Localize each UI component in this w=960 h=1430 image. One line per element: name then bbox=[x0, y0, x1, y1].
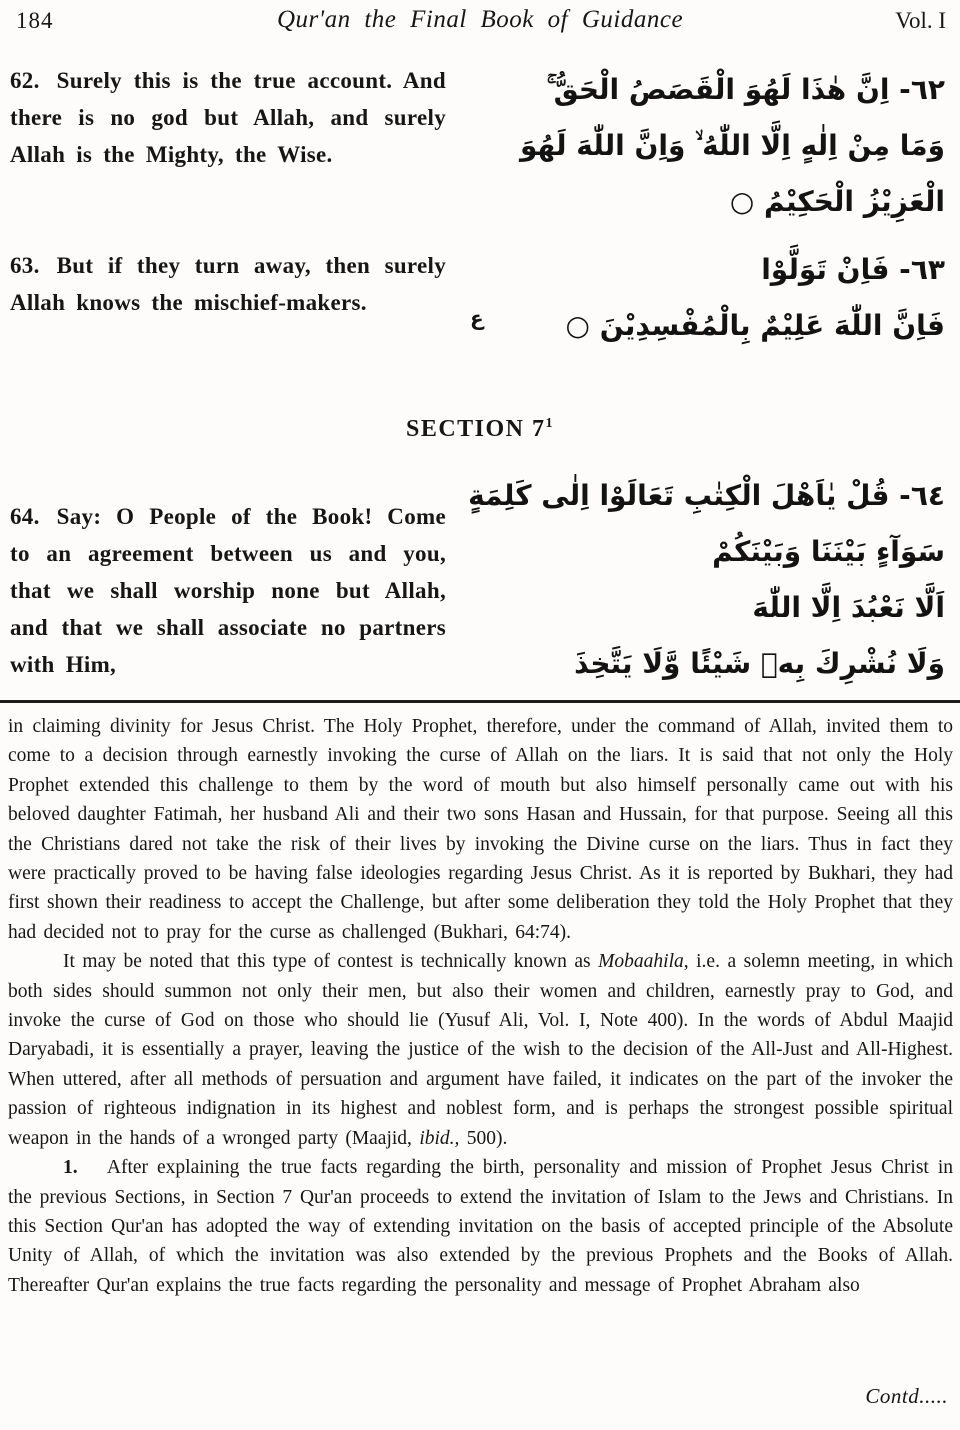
footnote-paragraph: 1. After explaining the true facts regarding the birth, personality and mission of Prophet Jesus Christ in the previous Sections, in Section 7 Qur'an proceeds to extend the invitation of Islam to the Jews and Christians. In this Section Qur'an has adopted the way of extending invitation on the basis of accepted principle of the Absolute Unity of Allah, of which the invitation was also extended by the previous Prophets and the Books of Allah. Thereafter Qur'an explains the true facts regarding the personality and message of Prophet Abraham also bbox=[8, 1157, 953, 1296]
volume-label: Vol. I bbox=[895, 8, 946, 33]
continued-label: Contd..... bbox=[865, 1384, 948, 1408]
arabic-line-text: فَاِنَّ اللّٰهَ عَلِيْمٌ بِالْمُفْسِدِيْنَ ○ bbox=[565, 309, 945, 342]
page-header bbox=[0, 6, 960, 46]
arabic-line: ٦٢- اِنَّ هٰذَا لَهُوَ الْقَصَصُ الْحَقُّ ۚ bbox=[546, 73, 945, 106]
arabic-line: ٦٤- قُلْ يٰاَهْلَ الْكِتٰبِ تَعَالَوْا اِلٰى كَلِمَةٍ bbox=[468, 479, 945, 512]
ruku-marker: ع bbox=[470, 306, 484, 330]
arabic-line: سَوَآءٍ بَيْنَنَا وَبَيْنَكُمْ bbox=[712, 535, 945, 568]
footnote-paragraph: in claiming divinity for Jesus Christ. The Holy Prophet, therefore, under the command of Allah, invited them to come to a decision through earnestly invoking the curse of Allah on the liars. It is said that not only the Holy Prophet extended this challenge to them by the word of mouth but also himself personally came out with his beloved daughter Fatimah, her husband Ali and their two sons Hasan and Hussain, for that purpose. Seeing all this the Christians dared not take the risk of their lives by invoking the Divine curse on the liars. Thus in fact they were practically proved to be having false ideologies regarding Jesus Christ. As it is reported by Bukhari, they had first shown their readiness to accept the Challenge, but after some deliberation they told the Holy Prophet that they had decided not to pray for the curse as challenged (Bukhari, 64:74). bbox=[8, 716, 953, 943]
verse-63-english bbox=[10, 247, 446, 321]
footnote-paragraph: It may be noted that this type of contest is technically known as Mobaahila, i.e. a solemn meeting, in which both sides should summon not only their men, but also their women and children, earnestly pray to God, and invoke the curse of God on those who should lie (Yusuf Ali, Vol. I, Note 400). In the words of Abdul Maajid Daryabadi, it is essentially a prayer, leaving the justice of the wish to the decision of the All-Just and All-Highest. When uttered, after all methods of persuation and argument have failed, it indicates on the part of the invoker the passion of righteous indignation in its highest and noblest form, and is perhaps the strongest possible spiritual weapon in the hands of a wronged party (Maajid, ibid., 500). bbox=[8, 951, 953, 1149]
footnotes-section bbox=[8, 712, 953, 1300]
book-title: Qur'an the Final Book of Guidance bbox=[276, 6, 684, 33]
arabic-line: ٦٣- فَاِنْ تَوَلَّوْا bbox=[761, 253, 945, 286]
section-heading-footnote-ref: 1 bbox=[545, 416, 555, 431]
section-heading bbox=[0, 416, 960, 443]
verse-62-arabic bbox=[468, 62, 945, 230]
arabic-line: اَلَّا نَعْبُدَ اِلَّا اللّٰهَ bbox=[752, 591, 945, 624]
arabic-line: وَمَا مِنْ اِلٰهٍ اِلَّا اللّٰهُ ۙ وَاِنَّ اللّٰهَ لَهُوَ bbox=[519, 129, 945, 162]
verse-63-arabic bbox=[468, 242, 945, 354]
arabic-line bbox=[468, 298, 945, 354]
verse-62-english bbox=[10, 62, 446, 173]
footnote-divider bbox=[0, 700, 960, 703]
section-heading-label: SECTION 7 bbox=[405, 416, 546, 442]
verse-64-english bbox=[10, 498, 446, 683]
page-number: 184 bbox=[16, 8, 54, 33]
verse-64-text: Say: O People of the Book! Come to an agreement between us and you, that we shall worship none but Allah, and that we shall associate no partners with Him, bbox=[10, 504, 446, 677]
verse-62-number: 62. bbox=[10, 68, 40, 93]
verse-63-text: But if they turn away, then surely Allah knows the mischief-makers. bbox=[10, 253, 446, 315]
verse-64-arabic bbox=[468, 468, 945, 692]
verse-62-text: Surely this is the true account. And there is no god but Allah, and surely Allah is the Mighty, the Wise. bbox=[10, 68, 446, 167]
verse-63-number: 63. bbox=[10, 253, 40, 278]
verse-64-number: 64. bbox=[10, 504, 40, 529]
arabic-line: الْعَزِيْزُ الْحَكِيْمُ ○ bbox=[729, 185, 945, 218]
arabic-line: وَلَا نُشْرِكَ بِهٖ شَيْئًا وَّلَا يَتَّخِذَ bbox=[574, 647, 945, 680]
